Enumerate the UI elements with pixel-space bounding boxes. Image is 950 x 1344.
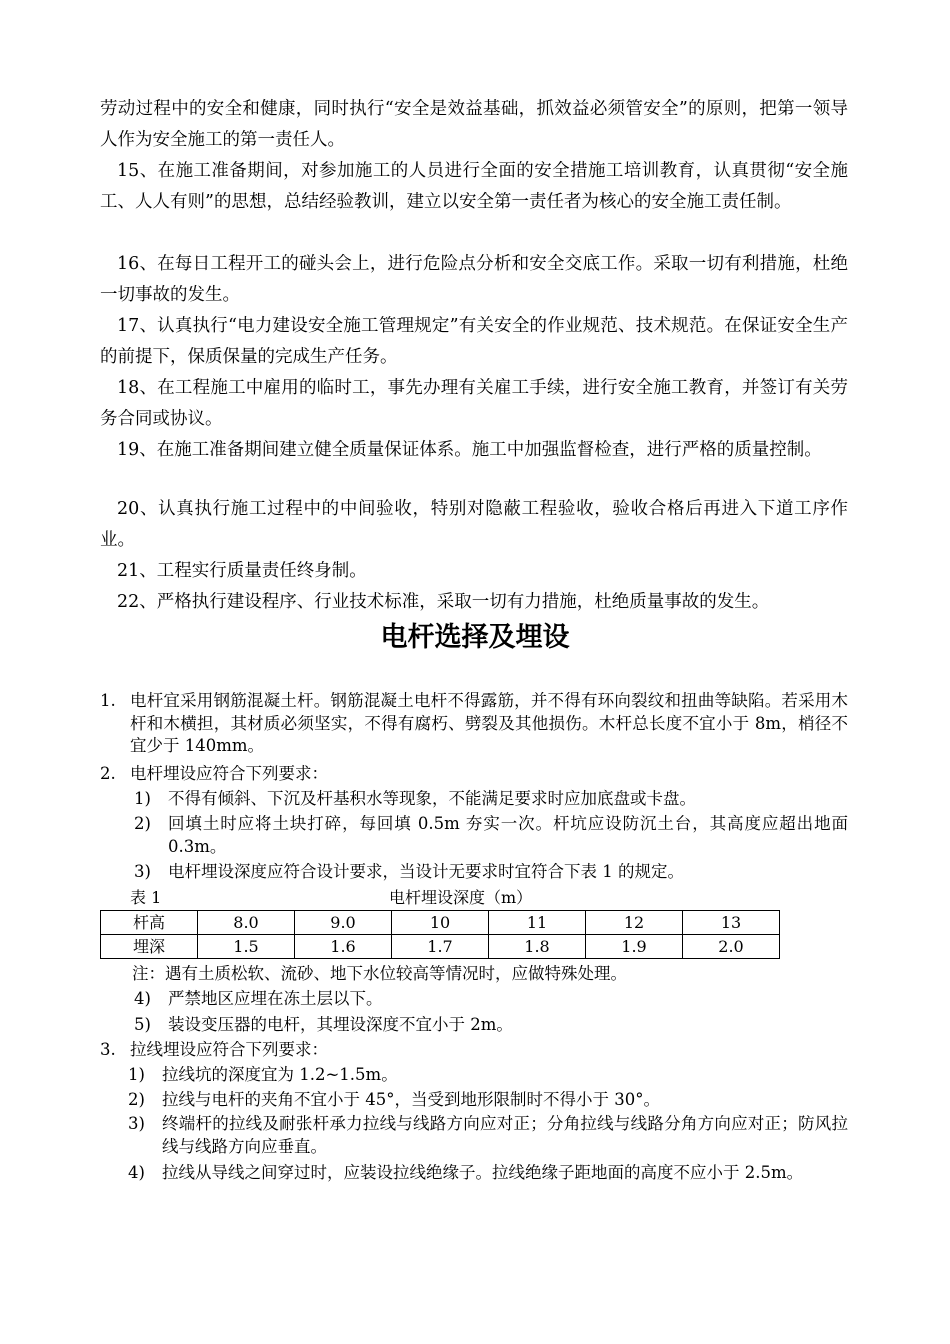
list-number: 2. bbox=[100, 764, 116, 783]
sublist-number: 3) bbox=[134, 862, 151, 881]
sublist-number: 4) bbox=[128, 1163, 145, 1182]
paragraph-item-21: 21、工程实行质量责任终身制。 bbox=[117, 561, 367, 581]
sublist-item-text: 拉线从导线之间穿过时，应装设拉线绝缘子。拉线绝缘子距地面的高度不应小于 2.5m。 bbox=[162, 1163, 804, 1182]
table-cell: 1.6 bbox=[295, 935, 392, 959]
sublist-item-text: 拉线坑的深度宜为 1.2~1.5m。 bbox=[162, 1065, 398, 1084]
sublist-number: 2) bbox=[134, 814, 151, 833]
paragraph-item-22: 22、严格执行建设程序、行业技术标准，采取一切有力措施，杜绝质量事故的发生。 bbox=[117, 592, 770, 612]
sublist-item-text: 装设变压器的电杆，其埋设深度不宜小于 2m。 bbox=[168, 1015, 513, 1034]
sublist-number: 4) bbox=[134, 989, 151, 1008]
table-cell: 13 bbox=[683, 911, 780, 935]
paragraph-item-19: 19、在施工准备期间建立健全质量保证体系。施工中加强监督检查，进行严格的质量控制。 bbox=[117, 440, 822, 460]
table-cell: 9.0 bbox=[295, 911, 392, 935]
list-item-text: 电杆埋设应符合下列要求： bbox=[130, 764, 328, 783]
table-title: 电杆埋设深度（m） bbox=[389, 888, 533, 907]
paragraph-item-15: 15、在施工准备期间，对参加施工的人员进行全面的安全措施工培训教育，认真贯彻“安全施工、人人有则”的思想，总结经验教训，建立以安全第一责任者为核心的安全施工责任制。 bbox=[100, 161, 848, 212]
section-title: 电杆选择及埋设 bbox=[380, 622, 570, 653]
paragraph-item-16: 16、在每日工程开工的碰头会上，进行危险点分析和安全交底工作。采取一切有利措施，杜绝一切事故的发生。 bbox=[100, 254, 848, 305]
sublist-item-text: 回填土时应将土块打碎，每回填 0.5m 夯实一次。杆坑应设防沉土台，其高度应超出地面 0.3m。 bbox=[168, 814, 848, 856]
sublist-number: 2) bbox=[128, 1090, 145, 1109]
table-cell: 12 bbox=[586, 911, 683, 935]
table-row bbox=[101, 911, 780, 935]
table-cell: 10 bbox=[392, 911, 489, 935]
table-cell: 1.5 bbox=[198, 935, 295, 959]
table-cell: 11 bbox=[489, 911, 586, 935]
paragraph-item-18: 18、在工程施工中雇用的临时工，事先办理有关雇工手续，进行安全施工教育，并签订有关劳务合同或协议。 bbox=[100, 378, 848, 429]
paragraph-item-20: 20、认真执行施工过程中的中间验收，特别对隐蔽工程验收，验收合格后再进入下道工序作业。 bbox=[100, 499, 848, 550]
table-cell: 2.0 bbox=[683, 935, 780, 959]
sublist-number: 5) bbox=[134, 1015, 151, 1034]
list-item-text: 电杆宜采用钢筋混凝土杆。钢筋混凝土电杆不得露筋，并不得有环向裂纹和扭曲等缺陷。若采用木杆和木横担，其材质必须坚实，不得有腐朽、劈裂及其他损伤。木杆总长度不宜小于 8m，梢径不宜少于 140mm。 bbox=[130, 691, 848, 755]
table-label: 表 1 bbox=[130, 888, 162, 907]
table-cell: 埋深 bbox=[101, 935, 198, 959]
table-cell: 1.7 bbox=[392, 935, 489, 959]
paragraph-continuation: 劳动过程中的安全和健康，同时执行“安全是效益基础，抓效益必须管安全”的原则，把第一领导人作为安全施工的第一责任人。 bbox=[100, 99, 848, 150]
sublist-item-text: 严禁地区应埋在冻土层以下。 bbox=[168, 989, 383, 1008]
sublist-item-text: 终端杆的拉线及耐张杆承力拉线与线路方向应对正；分角拉线与线路分角方向应对正；防风拉线与线路方向应垂直。 bbox=[162, 1114, 848, 1156]
sublist-item-text: 电杆埋设深度应符合设计要求，当设计无要求时宜符合下表 1 的规定。 bbox=[168, 862, 684, 881]
list-number: 3. bbox=[100, 1040, 116, 1059]
table-cell: 8.0 bbox=[198, 911, 295, 935]
sublist-number: 1) bbox=[128, 1065, 145, 1084]
table-note: 注：遇有土质松软、流砂、地下水位较高等情况时，应做特殊处理。 bbox=[132, 964, 627, 983]
table-row bbox=[101, 935, 780, 959]
list-item-text: 拉线埋设应符合下列要求： bbox=[130, 1040, 328, 1059]
sublist-item-text: 拉线与电杆的夹角不宜小于 45°，当受到地形限制时不得小于 30°。 bbox=[162, 1090, 660, 1109]
sublist-number: 1) bbox=[134, 789, 151, 808]
list-number: 1. bbox=[100, 691, 116, 710]
sublist-number: 3) bbox=[128, 1114, 145, 1133]
table-cell: 杆高 bbox=[101, 911, 198, 935]
table-cell: 1.9 bbox=[586, 935, 683, 959]
paragraph-item-17: 17、认真执行“电力建设安全施工管理规定”有关安全的作业规范、技术规范。在保证安全生产的前提下，保质保量的完成生产任务。 bbox=[100, 316, 848, 367]
table-cell: 1.8 bbox=[489, 935, 586, 959]
burial-depth-table bbox=[100, 910, 780, 959]
sublist-item-text: 不得有倾斜、下沉及杆基积水等现象，不能满足要求时应加底盘或卡盘。 bbox=[168, 789, 696, 808]
